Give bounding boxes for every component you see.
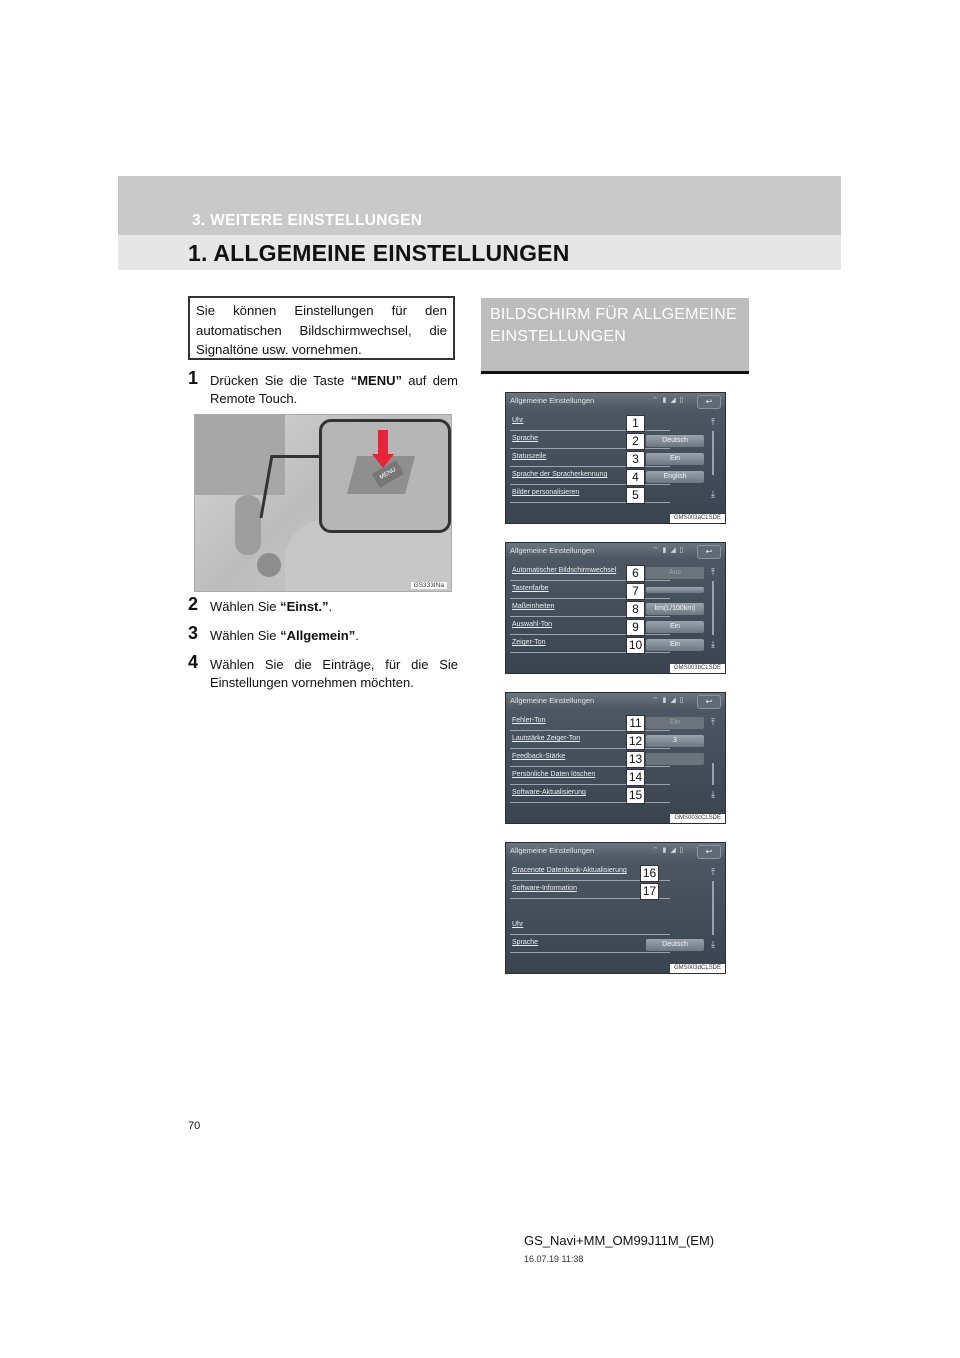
status-icons: ⌔ ▮ ◢ ▯ (652, 847, 685, 854)
scroll-up-icon[interactable]: ⤒ (711, 567, 715, 577)
back-arrow-icon[interactable]: ↩ (697, 845, 721, 859)
callout-number: 7 (626, 583, 645, 600)
screen-title: Allgemeine Einstellungen (510, 546, 595, 555)
page-number: 70 (188, 1120, 201, 1132)
callout-number: 11 (626, 715, 645, 732)
color-swatch[interactable] (646, 587, 704, 593)
callout-number: 10 (626, 637, 645, 654)
callout-number: 4 (626, 469, 645, 486)
list-item[interactable]: Sprache (510, 937, 670, 953)
setting-value[interactable]: Ein (646, 717, 704, 729)
screen-title: Allgemeine Einstellungen (510, 696, 595, 705)
menu-key: MENU (372, 460, 404, 488)
list-item[interactable]: Software-Information (510, 883, 670, 899)
side-title-box: BILDSCHIRM FÜR ALLGEMEINE EINSTELLUNGEN (481, 298, 749, 374)
list-item[interactable]: Lautstärke Zeiger-Ton (510, 733, 670, 749)
list-item[interactable]: Automatischer Bildschirmwechsel (510, 565, 670, 581)
zoom-inset (319, 419, 451, 533)
setting-value[interactable]: 3 (646, 735, 704, 747)
scrollbar[interactable] (712, 881, 714, 935)
back-arrow-icon[interactable]: ↩ (697, 395, 721, 409)
setting-value[interactable]: Ein (646, 453, 704, 465)
callout-number: 6 (626, 565, 645, 582)
pointer-arrow-head-icon (372, 454, 394, 468)
scroll-down-icon[interactable]: ⤓ (711, 939, 715, 949)
gear-shifter (235, 495, 261, 555)
section-label: 3. WEITERE EINSTELLUNGEN (192, 212, 423, 229)
status-icons: ⌔ ▮ ◢ ▯ (652, 697, 685, 704)
setting-value[interactable]: Ein (646, 621, 704, 633)
callout-number: 8 (626, 601, 645, 618)
menu-key-label: “MENU” (350, 373, 402, 388)
pointer-arrow-icon (378, 430, 388, 456)
step-number: 1 (188, 368, 199, 388)
screen-ref-code: GMS003aCLSDE (670, 514, 725, 523)
scroll-down-icon[interactable]: ⤓ (711, 639, 715, 649)
step-1: 1 Drücken Sie die Taste “MENU” auf dem Remote Touch. (188, 368, 458, 406)
scroll-up-icon[interactable]: ⤒ (711, 717, 715, 727)
settings-screen-1 (505, 392, 726, 524)
remote-touch-photo (194, 414, 452, 592)
settings-screen-3 (505, 692, 726, 824)
setting-value[interactable]: Ein (646, 639, 704, 651)
callout-number: 9 (626, 619, 645, 636)
callout-number: 13 (626, 751, 645, 768)
settings-screen-4 (505, 842, 726, 974)
list-item[interactable]: Sprache der Spracherkennung (510, 469, 670, 485)
step-4: 4 Wählen Sie die Einträge, für die Sie Einstellungen vornehmen möchten. (188, 652, 458, 690)
scroll-up-icon[interactable]: ⤒ (711, 867, 715, 877)
scroll-up-icon[interactable]: ⤒ (711, 417, 715, 427)
list-item[interactable]: Software-Aktualisierung (510, 787, 670, 803)
callout-number: 17 (640, 883, 659, 900)
setting-value[interactable]: Deutsch (646, 939, 704, 951)
setting-value[interactable]: English (646, 471, 704, 483)
scrollbar[interactable] (712, 431, 714, 475)
screen-title: Allgemeine Einstellungen (510, 396, 595, 405)
list-item[interactable]: Persönliche Daten löschen (510, 769, 670, 785)
setting-value[interactable]: km(L/100km) (646, 603, 704, 615)
screen-title: Allgemeine Einstellungen (510, 846, 595, 855)
list-item[interactable]: Maßeinheiten (510, 601, 670, 617)
footer-code: GS_Navi+MM_OM99J11M_(EM) (524, 1233, 715, 1248)
feedback-level-bar[interactable] (646, 753, 704, 765)
callout-number: 1 (626, 415, 645, 432)
screen-ref-code: GMS003dCLSDE (670, 964, 725, 973)
back-arrow-icon[interactable]: ↩ (697, 545, 721, 559)
list-item[interactable]: Fehler-Ton (510, 715, 670, 731)
step-3: 3 Wählen Sie “Allgemein”. (188, 623, 359, 643)
list-item[interactable]: Statuszeile (510, 451, 670, 467)
screen-ref-code: GMS003cCLSDE (670, 814, 725, 823)
list-item[interactable]: Zeiger-Ton (510, 637, 670, 653)
status-icons: ⌔ ▮ ◢ ▯ (652, 547, 685, 554)
photo-code: GS333INa (411, 582, 447, 589)
callout-number: 16 (640, 865, 659, 882)
intro-box: Sie können Einstellungen für den automatischen Bildschirmwechsel, die Signaltöne usw. vornehmen. (188, 296, 455, 360)
back-arrow-icon[interactable]: ↩ (697, 695, 721, 709)
list-item[interactable]: Tastenfarbe (510, 583, 670, 599)
list-item[interactable]: Gracenote Datenbank-Aktualisierung (510, 865, 670, 881)
status-icons: ⌔ ▮ ◢ ▯ (652, 397, 685, 404)
scrollbar[interactable] (712, 581, 714, 635)
list-item[interactable]: Bilder personalisieren (510, 487, 670, 503)
footer-timestamp: 16.07.19 11:38 (524, 1254, 584, 1264)
callout-number: 5 (626, 487, 645, 504)
callout-number: 15 (626, 787, 645, 804)
chapter-title: 1. ALLGEMEINE EINSTELLUNGEN (188, 240, 570, 266)
control-knob (257, 553, 281, 577)
scroll-down-icon[interactable]: ⤓ (711, 789, 715, 799)
scroll-down-icon[interactable]: ⤓ (711, 489, 715, 499)
callout-number: 3 (626, 451, 645, 468)
callout-number: 14 (626, 769, 645, 786)
list-item[interactable]: Sprache (510, 433, 670, 449)
list-item[interactable]: Auswahl-Ton (510, 619, 670, 635)
step-2: 2 Wählen Sie “Einst.”. (188, 594, 333, 614)
callout-number: 12 (626, 733, 645, 750)
list-item[interactable]: Feedback-Stärke (510, 751, 670, 767)
scrollbar[interactable] (712, 763, 714, 785)
list-item[interactable]: Uhr (510, 415, 670, 431)
list-item[interactable]: Uhr (510, 919, 670, 935)
setting-value[interactable]: Deutsch (646, 435, 704, 447)
settings-screen-2 (505, 542, 726, 674)
callout-number: 2 (626, 433, 645, 450)
setting-value[interactable]: Aus (646, 567, 704, 579)
screen-ref-code: GMS003bCLSDE (670, 664, 725, 673)
